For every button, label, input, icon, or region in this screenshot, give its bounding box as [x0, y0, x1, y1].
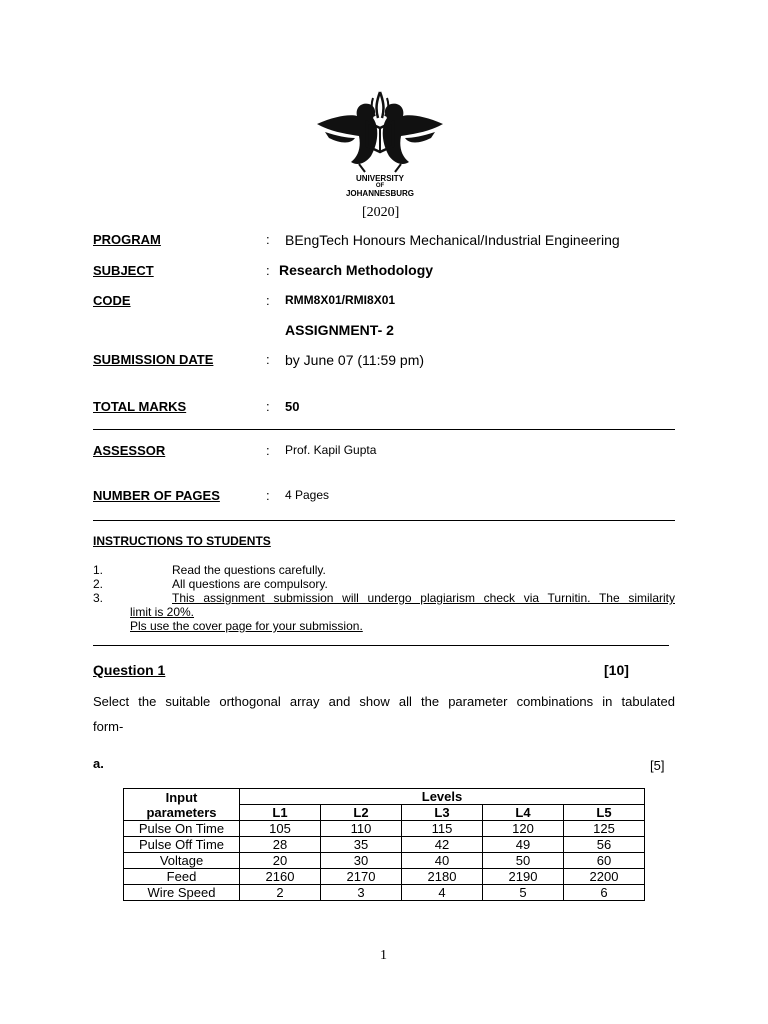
cell: 110 — [321, 821, 402, 837]
header-input-parameters — [124, 789, 240, 821]
header-l1: L1 — [240, 805, 321, 821]
divider-1 — [93, 429, 675, 430]
cell: 2190 — [483, 869, 564, 885]
cell: 120 — [483, 821, 564, 837]
assessor-label: ASSESSOR — [93, 443, 166, 458]
table-row — [124, 869, 645, 885]
instruction-3-text-line2: limit is 20%. — [130, 605, 195, 619]
cell: 40 — [402, 853, 483, 869]
parameters-table — [123, 788, 645, 901]
cover-page-note: Pls use the cover page for your submission. — [130, 619, 363, 633]
header-input-line2: parameters — [146, 804, 217, 820]
logo-text-johannesburg: JOHANNESBURG — [345, 189, 414, 198]
table-row — [124, 885, 645, 901]
instruction-1-num: 1. — [93, 563, 104, 577]
table-row — [124, 821, 645, 837]
row-label: Voltage — [124, 853, 240, 869]
part-a-marks: [5] — [650, 758, 665, 773]
code-value: RMM8X01/RMI8X01 — [285, 293, 396, 307]
instruction-2-num: 2. — [93, 577, 104, 591]
program-value: BEngTech Honours Mechanical/Industrial Engineering — [285, 232, 620, 248]
header-l4: L4 — [483, 805, 564, 821]
program-label: PROGRAM — [93, 232, 161, 247]
row-label: Pulse On Time — [124, 821, 240, 837]
total-marks-value: 50 — [285, 399, 300, 414]
cell: 2180 — [402, 869, 483, 885]
cell: 60 — [564, 853, 645, 869]
question-1-title: Question 1 — [93, 662, 166, 678]
assessor-colon: : — [266, 443, 270, 458]
subject-colon: : — [266, 263, 270, 278]
table-row — [124, 853, 645, 869]
instruction-1-text: Read the questions carefully. — [172, 563, 326, 577]
program-colon: : — [266, 232, 270, 247]
cell: 2200 — [564, 869, 645, 885]
part-a-label: a. — [93, 756, 104, 771]
subject-value: Research Methodology — [279, 262, 434, 278]
cell: 4 — [402, 885, 483, 901]
divider-3 — [93, 645, 669, 646]
cell: 2160 — [240, 869, 321, 885]
logo-text-university: UNIVERSITY — [355, 174, 404, 183]
assignment-title: ASSIGNMENT- 2 — [285, 322, 394, 338]
cell: 20 — [240, 853, 321, 869]
header-l3: L3 — [402, 805, 483, 821]
table-header-row — [124, 789, 645, 805]
cell: 115 — [402, 821, 483, 837]
submission-colon: : — [266, 352, 270, 367]
instruction-2-text: All questions are compulsory. — [172, 577, 328, 591]
total-marks-colon: : — [266, 399, 270, 414]
submission-value: by June 07 (11:59 pm) — [285, 352, 425, 368]
logo-text-of: OF — [375, 183, 385, 189]
header-input-line1: Input — [165, 789, 198, 805]
cell: 30 — [321, 853, 402, 869]
cell: 5 — [483, 885, 564, 901]
header-l2: L2 — [321, 805, 402, 821]
instruction-3-num: 3. — [93, 591, 104, 605]
row-label: Feed — [124, 869, 240, 885]
code-colon: : — [266, 293, 270, 308]
page-number: 1 — [380, 948, 387, 963]
row-label: Pulse Off Time — [124, 837, 240, 853]
birds-emblem-icon — [305, 86, 455, 178]
divider-2 — [93, 520, 675, 521]
cell: 2 — [240, 885, 321, 901]
instructions-heading: INSTRUCTIONS TO STUDENTS — [93, 534, 271, 548]
cell: 28 — [240, 837, 321, 853]
subject-label: SUBJECT — [93, 263, 154, 278]
cell: 42 — [402, 837, 483, 853]
header-levels: Levels — [240, 789, 645, 805]
pages-label: NUMBER OF PAGES — [93, 488, 220, 503]
cell: 56 — [564, 837, 645, 853]
row-label: Wire Speed — [124, 885, 240, 901]
assessor-value: Prof. Kapil Gupta — [285, 443, 377, 457]
table-row — [124, 837, 645, 853]
pages-colon: : — [266, 488, 270, 503]
cell: 35 — [321, 837, 402, 853]
year: [2020] — [362, 205, 400, 220]
instruction-3-text-line1: This assignment submission will undergo plagiarism check via Turnitin. The similarity — [172, 591, 675, 605]
cell: 105 — [240, 821, 321, 837]
cell: 6 — [564, 885, 645, 901]
total-marks-label: TOTAL MARKS — [93, 399, 187, 414]
university-logo — [305, 86, 455, 204]
pages-value: 4 Pages — [285, 488, 330, 502]
cell: 2170 — [321, 869, 402, 885]
cell: 125 — [564, 821, 645, 837]
code-label: CODE — [93, 293, 131, 308]
question-1-text-line1: Select the suitable orthogonal array and show all the parameter combinations in tabulated — [93, 694, 675, 709]
question-1-text-line2: form- — [93, 719, 124, 734]
submission-label: SUBMISSION DATE — [93, 352, 214, 367]
cell: 3 — [321, 885, 402, 901]
cell: 50 — [483, 853, 564, 869]
question-1-marks: [10] — [604, 662, 629, 678]
cell: 49 — [483, 837, 564, 853]
header-l5: L5 — [564, 805, 645, 821]
